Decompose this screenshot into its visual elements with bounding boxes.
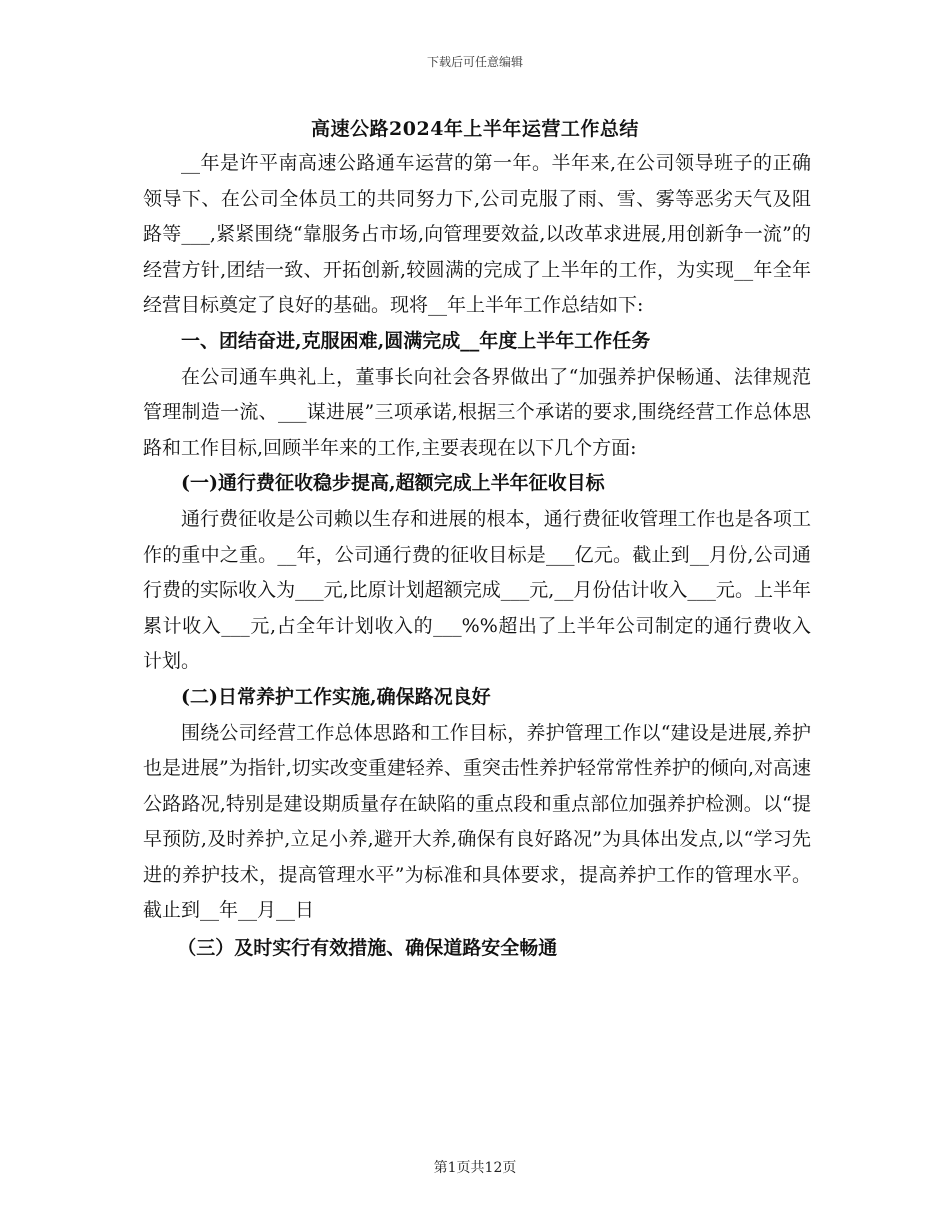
subsection-heading-3: （三）及时实行有效措施、确保道路安全畅通: [177, 937, 558, 960]
section-heading-1: 一、团结奋进,克服困难,圆满完成__年度上半年工作任务: [181, 329, 651, 352]
subsection-heading-2: (二)日常养护工作实施,确保路况良好: [181, 685, 491, 708]
subsection-heading-1: (一)通行费征收稳步提高,超额完成上半年征收目标: [181, 472, 605, 495]
section-1-paragraph: 在公司通车典礼上，董事长向社会各界做出了“加强养护保畅通、法律规范管理制造一流、___谋进展”三项承诺,根据三个承诺的要求,围绕经营工作总体思路和工作目标,回顾半年来的工作,主要表现在以下几个方面:: [143, 365, 811, 459]
document-body: [143, 146, 811, 967]
intro-paragraph: __年是许平南高速公路通车运营的第一年。半年来,在公司领导班子的正确领导下、在公司全体员工的共同努力下,公司克服了雨、雪、雾等恶劣天气及阻路等___,紧紧围绕“靠服务占市场,向管理要效益,以改革求进展,用创新争一流”的经营方针,团结一致、开拓创新,较圆满的完成了上半年的工作，为实现__年全年经营目标奠定了良好的基础。现将__年上半年工作总结如下:: [143, 152, 811, 317]
page-footer: 第1页共12页: [433, 1160, 517, 1176]
subsection-1-paragraph: 通行费征收是公司赖以生存和进展的根本，通行费征收管理工作也是各项工作的重中之重。__年，公司通行费的征收目标是___亿元。截止到__月份,公司通行费的实际收入为___元,比原计划超额完成___元,__月份估计收入___元。上半年累计收入___元,占全年计划收入的___%%超出了上半年公司制定的通行费收入计划。: [143, 507, 811, 673]
header-note: 下载后可任意编辑: [426, 55, 523, 69]
subsection-2-paragraph: 围绕公司经营工作总体思路和工作目标，养护管理工作以“建设是进展,养护也是进展”为指针,切实改变重建轻养、重突击性养护轻常常性养护的倾向,对高速公路路况,特别是建设期质量存在缺陷的重点段和重点部位加强养护检测。以“提早预防,及时养护,立足小养,避开大养,确保有良好路况”为具体出发点,以“学习先进的养护技术，提高管理水平”为标准和具体要求，提高养护工作的管理水平。截止到__年__月__日: [143, 721, 811, 922]
document-title: 高速公路2024年上半年运营工作总结: [311, 118, 639, 140]
